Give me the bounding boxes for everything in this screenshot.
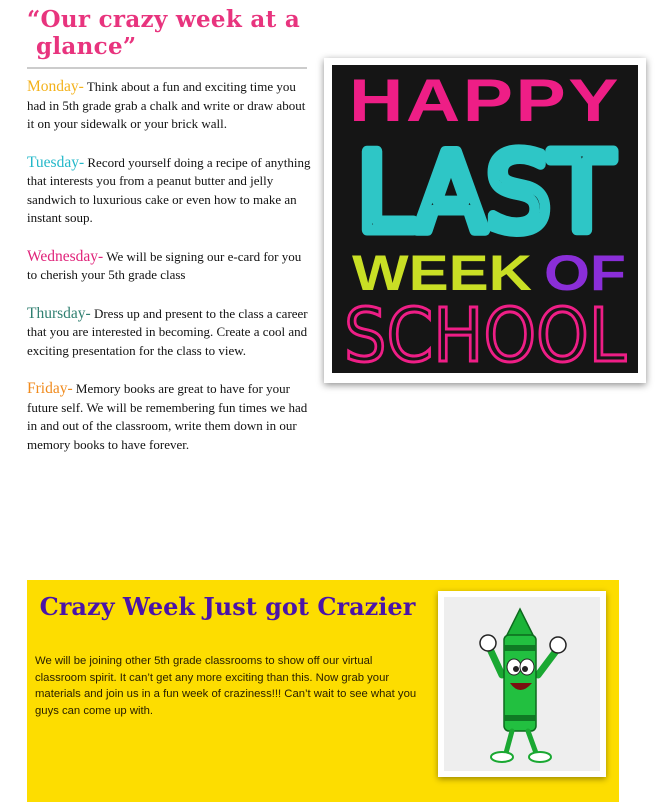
day-label-thursday: Thursday-	[27, 304, 91, 322]
day-text-friday: Memory books are great to have for your future self. We will be remembering fun times we had in and out of the classroom, write them down in our memory books to have forever.	[27, 381, 308, 452]
green-crayon-icon	[444, 597, 600, 771]
day-label-friday: Friday-	[27, 380, 73, 397]
schedule-thursday	[27, 305, 312, 361]
poster-word-last: LAST	[357, 131, 614, 256]
poster-word-happy: HAPPY	[349, 67, 621, 134]
schedule-wednesday	[27, 248, 312, 285]
happy-last-week-poster	[332, 65, 638, 373]
day-label-wednesday: Wednesday-	[27, 247, 104, 265]
crayon-image-frame	[438, 591, 606, 777]
page-title-line1: “Our crazy week at a	[27, 6, 301, 33]
poster-image-frame	[324, 58, 646, 383]
poster-word-week: WEEK	[352, 245, 532, 301]
day-label-monday: Monday-	[27, 78, 84, 95]
page-title-line2: glance”	[36, 33, 137, 60]
schedule-monday	[27, 78, 312, 134]
banner-text: We will be joining other 5th grade classrooms to show off our virtual classroom spirit. It can’t get any more exciting than this. Now grab your materials and join us in a fun week of craziness!!! Can’t wait to see what you guys can come up with.	[35, 655, 417, 717]
day-text-thursday: Dress up and present to the class a career that you are interested in becoming. Create a cool and exciting presentation for the class to view.	[27, 305, 308, 358]
crayon-mascot-image	[444, 597, 600, 771]
page-title	[27, 6, 317, 60]
day-text-wednesday: We will be signing our e-card for you to cherish your 5th grade class	[27, 248, 302, 282]
day-text-monday: Think about a fun and exciting time you had in 5th grade grab a chalk and write or draw about it on your sidewalk or your brick wall.	[27, 79, 306, 131]
crazy-week-banner	[27, 580, 619, 802]
schedule-tuesday	[27, 154, 312, 228]
schedule-friday	[27, 380, 312, 454]
poster-word-school: SCHOOL	[344, 293, 626, 373]
banner-title: Crazy Week Just got Crazier	[39, 592, 416, 621]
title-divider	[27, 67, 307, 69]
week-schedule	[27, 78, 312, 474]
day-text-tuesday: Record yourself doing a recipe of anything that interests you from a peanut butter and jelly sandwich to luxurious cake or even how to make an instant soup.	[27, 154, 311, 225]
day-label-tuesday: Tuesday-	[27, 153, 85, 171]
poster-word-of: OF	[544, 245, 626, 301]
